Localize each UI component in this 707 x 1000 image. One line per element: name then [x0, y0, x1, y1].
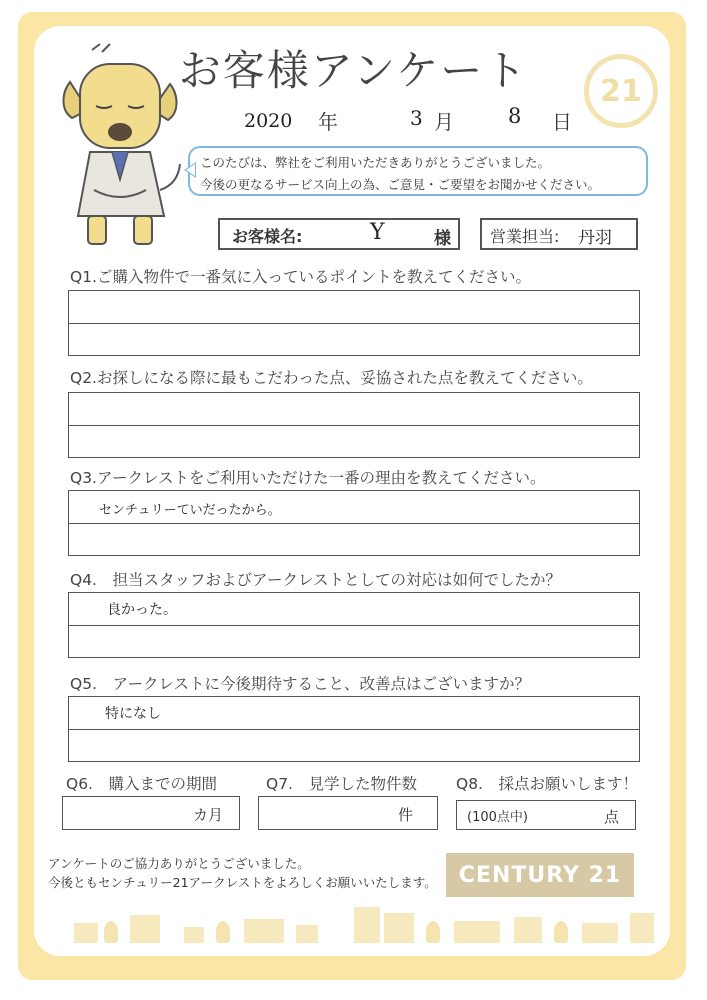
greeting-speech-bubble: [188, 146, 648, 196]
properties-unit: 件: [397, 806, 413, 824]
question-1: Q1.ご購入物件で一番気に入っているポイントを教えてください。: [70, 268, 531, 286]
date-month: 3: [410, 106, 423, 130]
answer-5-text: 特になし: [105, 706, 161, 722]
score-hint: (100点中): [467, 810, 528, 825]
footer-thanks: アンケートのご協力ありがとうございました。: [48, 856, 310, 871]
date-month-unit: 月: [434, 110, 454, 134]
answer-box-5[interactable]: [68, 696, 640, 762]
score-field[interactable]: [456, 800, 636, 830]
sales-staff-value: 丹羽: [578, 228, 612, 248]
question-6: Q6. 購入までの期間: [66, 775, 217, 793]
question-4: Q4. 担当スタッフおよびアークレストとしての対応は如何でしたか？: [70, 571, 562, 589]
customer-honorific: 様: [434, 229, 451, 249]
sales-staff-label: 営業担当:: [490, 227, 560, 246]
purchase-period-field[interactable]: [62, 796, 240, 830]
date-year-unit: 年: [318, 110, 338, 134]
century21-logo: CENTURY 21: [446, 853, 634, 897]
sales-staff-box: [480, 218, 638, 250]
viewed-properties-field[interactable]: [258, 796, 438, 830]
date-year: 2020: [244, 110, 293, 132]
customer-name-value: Y: [370, 220, 385, 245]
greeting-line-1: このたびは、弊社をご利用いただきありがとうございました。: [200, 155, 551, 170]
answer-box-3[interactable]: [68, 490, 640, 556]
question-7: Q7. 見学した物件数: [266, 775, 417, 793]
century21-emblem: [584, 54, 658, 128]
customer-name-box: [218, 218, 460, 250]
greeting-line-2: 今後の更なるサービス向上の為、ご意見・ご要望をお聞かせください。: [200, 177, 601, 192]
question-5: Q5. アークレストに今後期待すること、改善点はございますか？: [70, 675, 531, 693]
emblem-number: 21: [600, 73, 642, 109]
question-2: Q2.お探しになる際に最もこだわった点、妥協された点を教えてください。: [70, 369, 593, 387]
townscape-decoration: [34, 905, 670, 943]
dog-mascot-illustration: [52, 40, 188, 250]
date-day-unit: 日: [552, 110, 572, 134]
date-day: 8: [508, 104, 522, 128]
customer-name-label: お客様名:: [232, 227, 303, 246]
question-8: Q8. 採点お願いします！: [456, 775, 638, 793]
answer-box-1[interactable]: [68, 290, 640, 356]
period-unit: カ月: [192, 806, 223, 824]
footer-regards: 今後ともセンチュリー21アークレストをよろしくお願いいたします。: [48, 875, 437, 890]
answer-box-2[interactable]: [68, 392, 640, 458]
question-3: Q3.アークレストをご利用いただけた一番の理由を教えてください。: [70, 469, 546, 487]
score-unit: 点: [603, 808, 619, 826]
answer-box-4[interactable]: [68, 592, 640, 658]
answer-4-text: 良かった。: [107, 602, 177, 618]
page-title: お客様アンケート: [178, 46, 529, 95]
answer-3-text: センチュリーていだったから。: [99, 503, 281, 518]
